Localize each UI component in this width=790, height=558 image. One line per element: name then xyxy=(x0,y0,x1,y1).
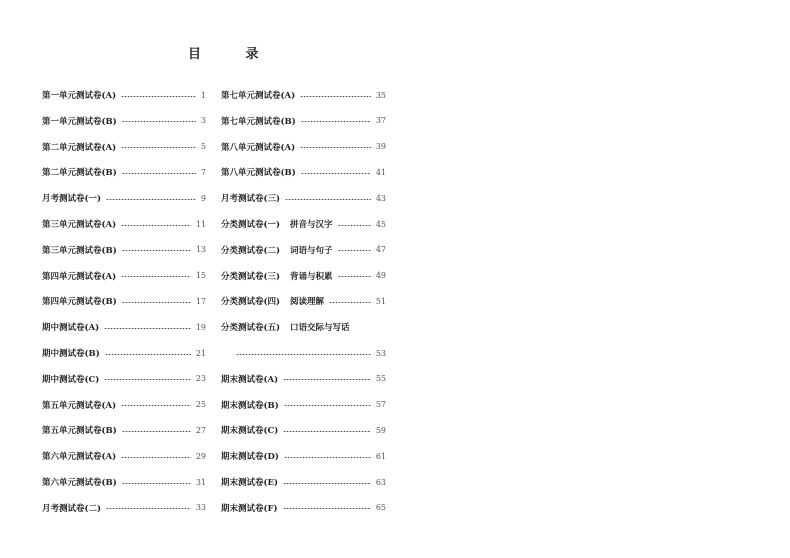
toc-entry-label: 期中测试卷(B) xyxy=(42,349,100,359)
toc-entry[interactable] xyxy=(221,293,386,309)
toc-entry[interactable] xyxy=(221,242,386,258)
toc-entry[interactable] xyxy=(42,422,206,438)
toc-entry-label: 第二单元测试卷(A) xyxy=(42,142,117,153)
dot-leader xyxy=(122,483,191,484)
toc-entry[interactable] xyxy=(221,500,386,516)
toc-entry-subtitle: 阅读理解 xyxy=(290,297,325,308)
toc-entry[interactable] xyxy=(42,293,206,309)
dot-leader xyxy=(122,302,191,303)
toc-entry[interactable] xyxy=(221,371,386,387)
toc-entry-subtitle: 拼音与汉字 xyxy=(290,220,333,230)
toc-entry-label: 第四单元测试卷(B) xyxy=(42,297,117,308)
toc-entry-page: 11 xyxy=(195,219,206,229)
toc-entry[interactable] xyxy=(221,87,386,103)
toc-entry-label: 期末测试卷(C) xyxy=(221,426,279,437)
toc-entry-page: 31 xyxy=(195,477,206,487)
dot-leader xyxy=(106,508,191,509)
toc-entry-page: 15 xyxy=(195,271,206,281)
toc-entry-page: 35 xyxy=(375,90,386,100)
dot-leader xyxy=(300,96,371,97)
toc-entry[interactable] xyxy=(221,422,386,438)
toc-entry-label: 分类测试卷(五) xyxy=(221,323,281,334)
toc-entry-continuation[interactable] xyxy=(231,345,386,361)
toc-entry[interactable] xyxy=(42,216,206,232)
toc-entry[interactable] xyxy=(42,190,206,206)
dot-leader xyxy=(122,121,196,122)
toc-entry-page: 7 xyxy=(200,167,206,177)
dot-leader xyxy=(283,508,371,509)
toc-entry[interactable] xyxy=(221,397,386,413)
toc-entry[interactable] xyxy=(42,242,206,258)
toc-entry-label: 第三单元测试卷(B) xyxy=(42,245,117,256)
toc-entry[interactable] xyxy=(221,190,386,206)
toc-entry[interactable] xyxy=(221,164,386,180)
toc-entry[interactable] xyxy=(221,216,386,232)
toc-entry[interactable] xyxy=(221,268,386,284)
toc-entry[interactable] xyxy=(221,113,386,129)
toc-entry-page: 41 xyxy=(375,167,386,177)
toc-entry-label: 第一单元测试卷(A) xyxy=(42,91,117,101)
toc-entry-page: 45 xyxy=(375,219,386,229)
toc-entry-label: 第五单元测试卷(A) xyxy=(42,400,117,411)
dot-leader xyxy=(105,354,191,355)
toc-entry-page: 13 xyxy=(195,245,206,255)
dot-leader xyxy=(236,354,371,355)
page-title: 目 录 xyxy=(188,47,279,62)
toc-entry-label: 期末测试卷(B) xyxy=(221,400,279,411)
toc-entry-page: 49 xyxy=(375,271,386,281)
toc-entry-page: 47 xyxy=(375,245,386,255)
toc-entry-page: 61 xyxy=(375,451,386,461)
toc-entry-page: 21 xyxy=(195,348,206,358)
toc-entry-label: 第八单元测试卷(A) xyxy=(221,142,296,153)
dot-leader xyxy=(121,405,191,406)
toc-entry-page: 27 xyxy=(195,425,206,435)
toc-entry[interactable] xyxy=(42,448,206,464)
toc-entry-page: 19 xyxy=(195,322,206,332)
toc-entry-label: 第二单元测试卷(B) xyxy=(42,168,117,179)
toc-entry-label: 期末测试卷(D) xyxy=(221,452,279,463)
toc-entry-page: 63 xyxy=(375,477,386,487)
toc-entry-label: 期末测试卷(F) xyxy=(221,503,278,514)
toc-entry-label: 分类测试卷(四) xyxy=(221,297,281,308)
dot-leader xyxy=(104,379,191,380)
toc-entry-page: 33 xyxy=(195,503,206,513)
toc-entry-page: 37 xyxy=(375,116,386,126)
toc-entry[interactable] xyxy=(42,319,206,335)
dot-leader xyxy=(121,276,191,277)
toc-entry-page: 9 xyxy=(200,193,206,203)
toc-entry-label: 月考测试卷(二) xyxy=(42,503,102,514)
toc-entry[interactable] xyxy=(42,345,206,361)
toc-entry-subtitle: 口语交际与写话 xyxy=(290,323,350,334)
toc-entry-label: 第六单元测试卷(A) xyxy=(42,452,117,463)
dot-leader xyxy=(301,121,371,122)
toc-entry[interactable] xyxy=(42,113,206,129)
toc-entry[interactable] xyxy=(42,87,206,103)
toc-entry-page: 55 xyxy=(375,374,386,384)
dot-leader xyxy=(121,96,196,97)
dot-leader xyxy=(121,457,191,458)
toc-entry-page: 23 xyxy=(195,374,206,384)
toc-entry-page: 29 xyxy=(195,451,206,461)
dot-leader xyxy=(284,405,371,406)
toc-entry-label: 分类测试卷(三) xyxy=(221,271,281,282)
toc-entry-page: 43 xyxy=(375,193,386,203)
toc-entry-page: 65 xyxy=(375,503,386,513)
toc-entry[interactable] xyxy=(42,139,206,155)
dot-leader xyxy=(285,199,371,200)
dot-leader xyxy=(122,431,191,432)
dot-leader xyxy=(121,225,191,226)
dot-leader xyxy=(122,250,191,251)
toc-entry-label: 分类测试卷(二) xyxy=(221,245,281,256)
dot-leader xyxy=(106,199,196,200)
dot-leader xyxy=(338,250,371,251)
toc-entry[interactable] xyxy=(42,474,206,490)
toc-entry[interactable] xyxy=(42,268,206,284)
toc-entry-subtitle: 词语与句子 xyxy=(290,245,333,256)
dot-leader xyxy=(338,276,371,277)
dot-leader xyxy=(284,457,371,458)
toc-entry-page: 25 xyxy=(195,400,206,410)
toc-entry-label: 期末测试卷(A) xyxy=(221,374,279,385)
toc-entry[interactable] xyxy=(42,500,206,516)
dot-leader xyxy=(104,328,191,329)
toc-entry-page: 17 xyxy=(195,296,206,306)
toc-entry-label: 第五单元测试卷(B) xyxy=(42,426,117,437)
toc-entry-label: 期中测试卷(A) xyxy=(42,323,100,334)
toc-entry-label: 第七单元测试卷(B) xyxy=(221,116,296,127)
toc-entry[interactable] xyxy=(42,371,206,387)
dot-leader xyxy=(283,483,371,484)
toc-entry-page: 59 xyxy=(375,425,386,435)
toc-entry-page: 51 xyxy=(375,296,386,306)
dot-leader xyxy=(300,147,371,148)
toc-entry-label: 期中测试卷(C) xyxy=(42,374,100,385)
toc-entry-label: 第六单元测试卷(B) xyxy=(42,478,117,488)
toc-entry[interactable] xyxy=(221,474,386,490)
toc-entry-page: 57 xyxy=(375,400,386,410)
toc-entry-subtitle: 背诵与积累 xyxy=(290,271,333,282)
dot-leader xyxy=(121,147,196,148)
toc-entry[interactable] xyxy=(221,319,386,335)
dot-leader xyxy=(283,431,371,432)
dot-leader xyxy=(301,173,371,174)
toc-entry-label: 分类测试卷(一) xyxy=(221,220,281,230)
toc-entry-page: 1 xyxy=(200,90,206,100)
toc-entry-page: 39 xyxy=(375,142,386,152)
toc-entry[interactable] xyxy=(221,448,386,464)
dot-leader xyxy=(122,173,196,174)
toc-entry-page: 3 xyxy=(200,116,206,126)
dot-leader xyxy=(283,379,371,380)
toc-entry-label: 月考测试卷(三) xyxy=(221,194,281,205)
toc-entry-page: 53 xyxy=(375,348,386,358)
toc-entry-label: 第八单元测试卷(B) xyxy=(221,168,296,179)
toc-entry[interactable] xyxy=(42,397,206,413)
toc-entry-label: 月考测试卷(一) xyxy=(42,194,102,205)
toc-entry-label: 第三单元测试卷(A) xyxy=(42,220,117,230)
toc-entry-label: 期末测试卷(E) xyxy=(221,478,279,488)
dot-leader xyxy=(338,225,371,226)
toc-entry-label: 第一单元测试卷(B) xyxy=(42,116,117,127)
toc-entry-label: 第七单元测试卷(A) xyxy=(221,91,296,101)
dot-leader xyxy=(329,302,371,303)
toc-entry[interactable] xyxy=(221,139,386,155)
toc-entry-page: 5 xyxy=(200,142,206,152)
toc-entry-label: 第四单元测试卷(A) xyxy=(42,271,117,282)
toc-entry[interactable] xyxy=(42,164,206,180)
